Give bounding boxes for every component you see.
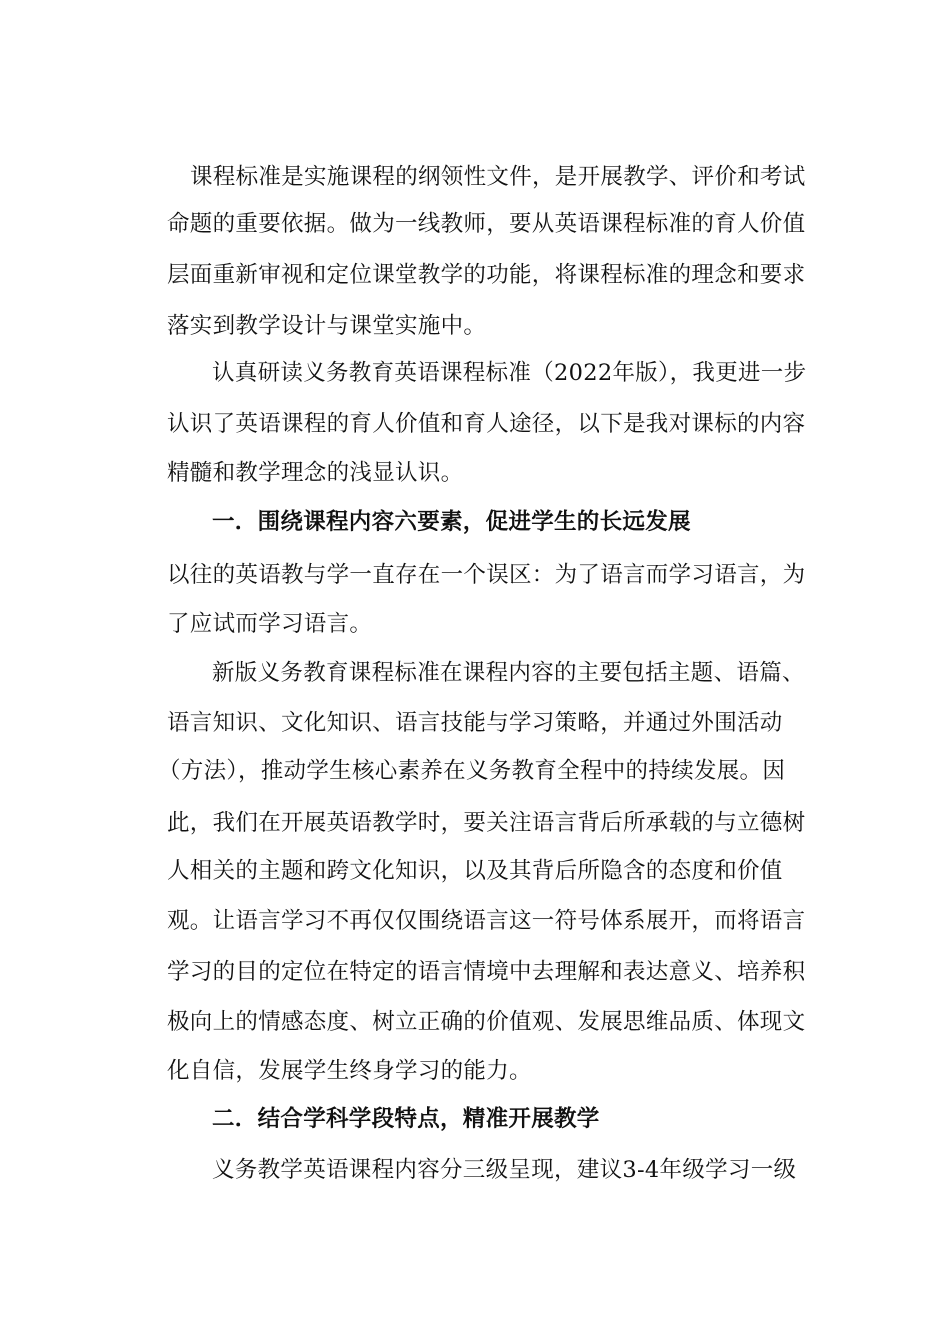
text-line: 新版义务教育课程标准在课程内容的主要包括主题、语篇、 — [212, 660, 805, 686]
text-line: 语言知识、文化知识、语言技能与学习策略，并通过外围活动 — [167, 710, 783, 736]
text-line: 极向上的情感态度、树立正确的价值观、发展思维品质、体现文 — [167, 1009, 806, 1035]
text-line: 课程标准是实施课程的纲领性文件，是开展教学、评价和考试 — [190, 164, 806, 190]
text-line: 命题的重要依据。做为一线教师，要从英语课程标准的育人价值 — [167, 211, 806, 237]
text-line: 此，我们在开展英语教学时，要关注语言背后所承载的与立德树 — [167, 810, 806, 836]
section-heading: 二．结合学科学段特点，精准开展教学 — [212, 1106, 600, 1132]
text-line: 认真研读义务教育英语课程标准（2022年版），我更进一步 — [212, 360, 807, 386]
text-line: 精髓和教学理念的浅显认识。 — [167, 460, 464, 486]
text-line: 认识了英语课程的育人价值和育人途径，以下是我对课标的内容 — [167, 411, 806, 437]
text-line: 了应试而学习语言。 — [167, 611, 373, 637]
text-line: 落实到教学设计与课堂实施中。 — [167, 313, 487, 339]
text-line: （方法），推动学生核心素养在义务教育全程中的持续发展。因 — [158, 758, 786, 784]
text-line: 观。让语言学习不再仅仅围绕语言这一符号体系展开，而将语言 — [167, 908, 806, 934]
text-line: 化自信，发展学生终身学习的能力。 — [167, 1058, 532, 1084]
text-line: 层面重新审视和定位课堂教学的功能，将课程标准的理念和要求 — [167, 262, 806, 288]
text-line: 以往的英语教与学一直存在一个误区：为了语言而学习语言，为 — [167, 562, 806, 588]
section-heading: 一．围绕课程内容六要素，促进学生的长远发展 — [212, 509, 691, 535]
text-line: 学习的目的定位在特定的语言情境中去理解和表达意义、培养积 — [167, 959, 806, 985]
text-line: 义务教学英语课程内容分三级呈现，建议3-4年级学习一级 — [212, 1157, 797, 1183]
text-line: 人相关的主题和跨文化知识，以及其背后所隐含的态度和价值 — [167, 858, 783, 884]
